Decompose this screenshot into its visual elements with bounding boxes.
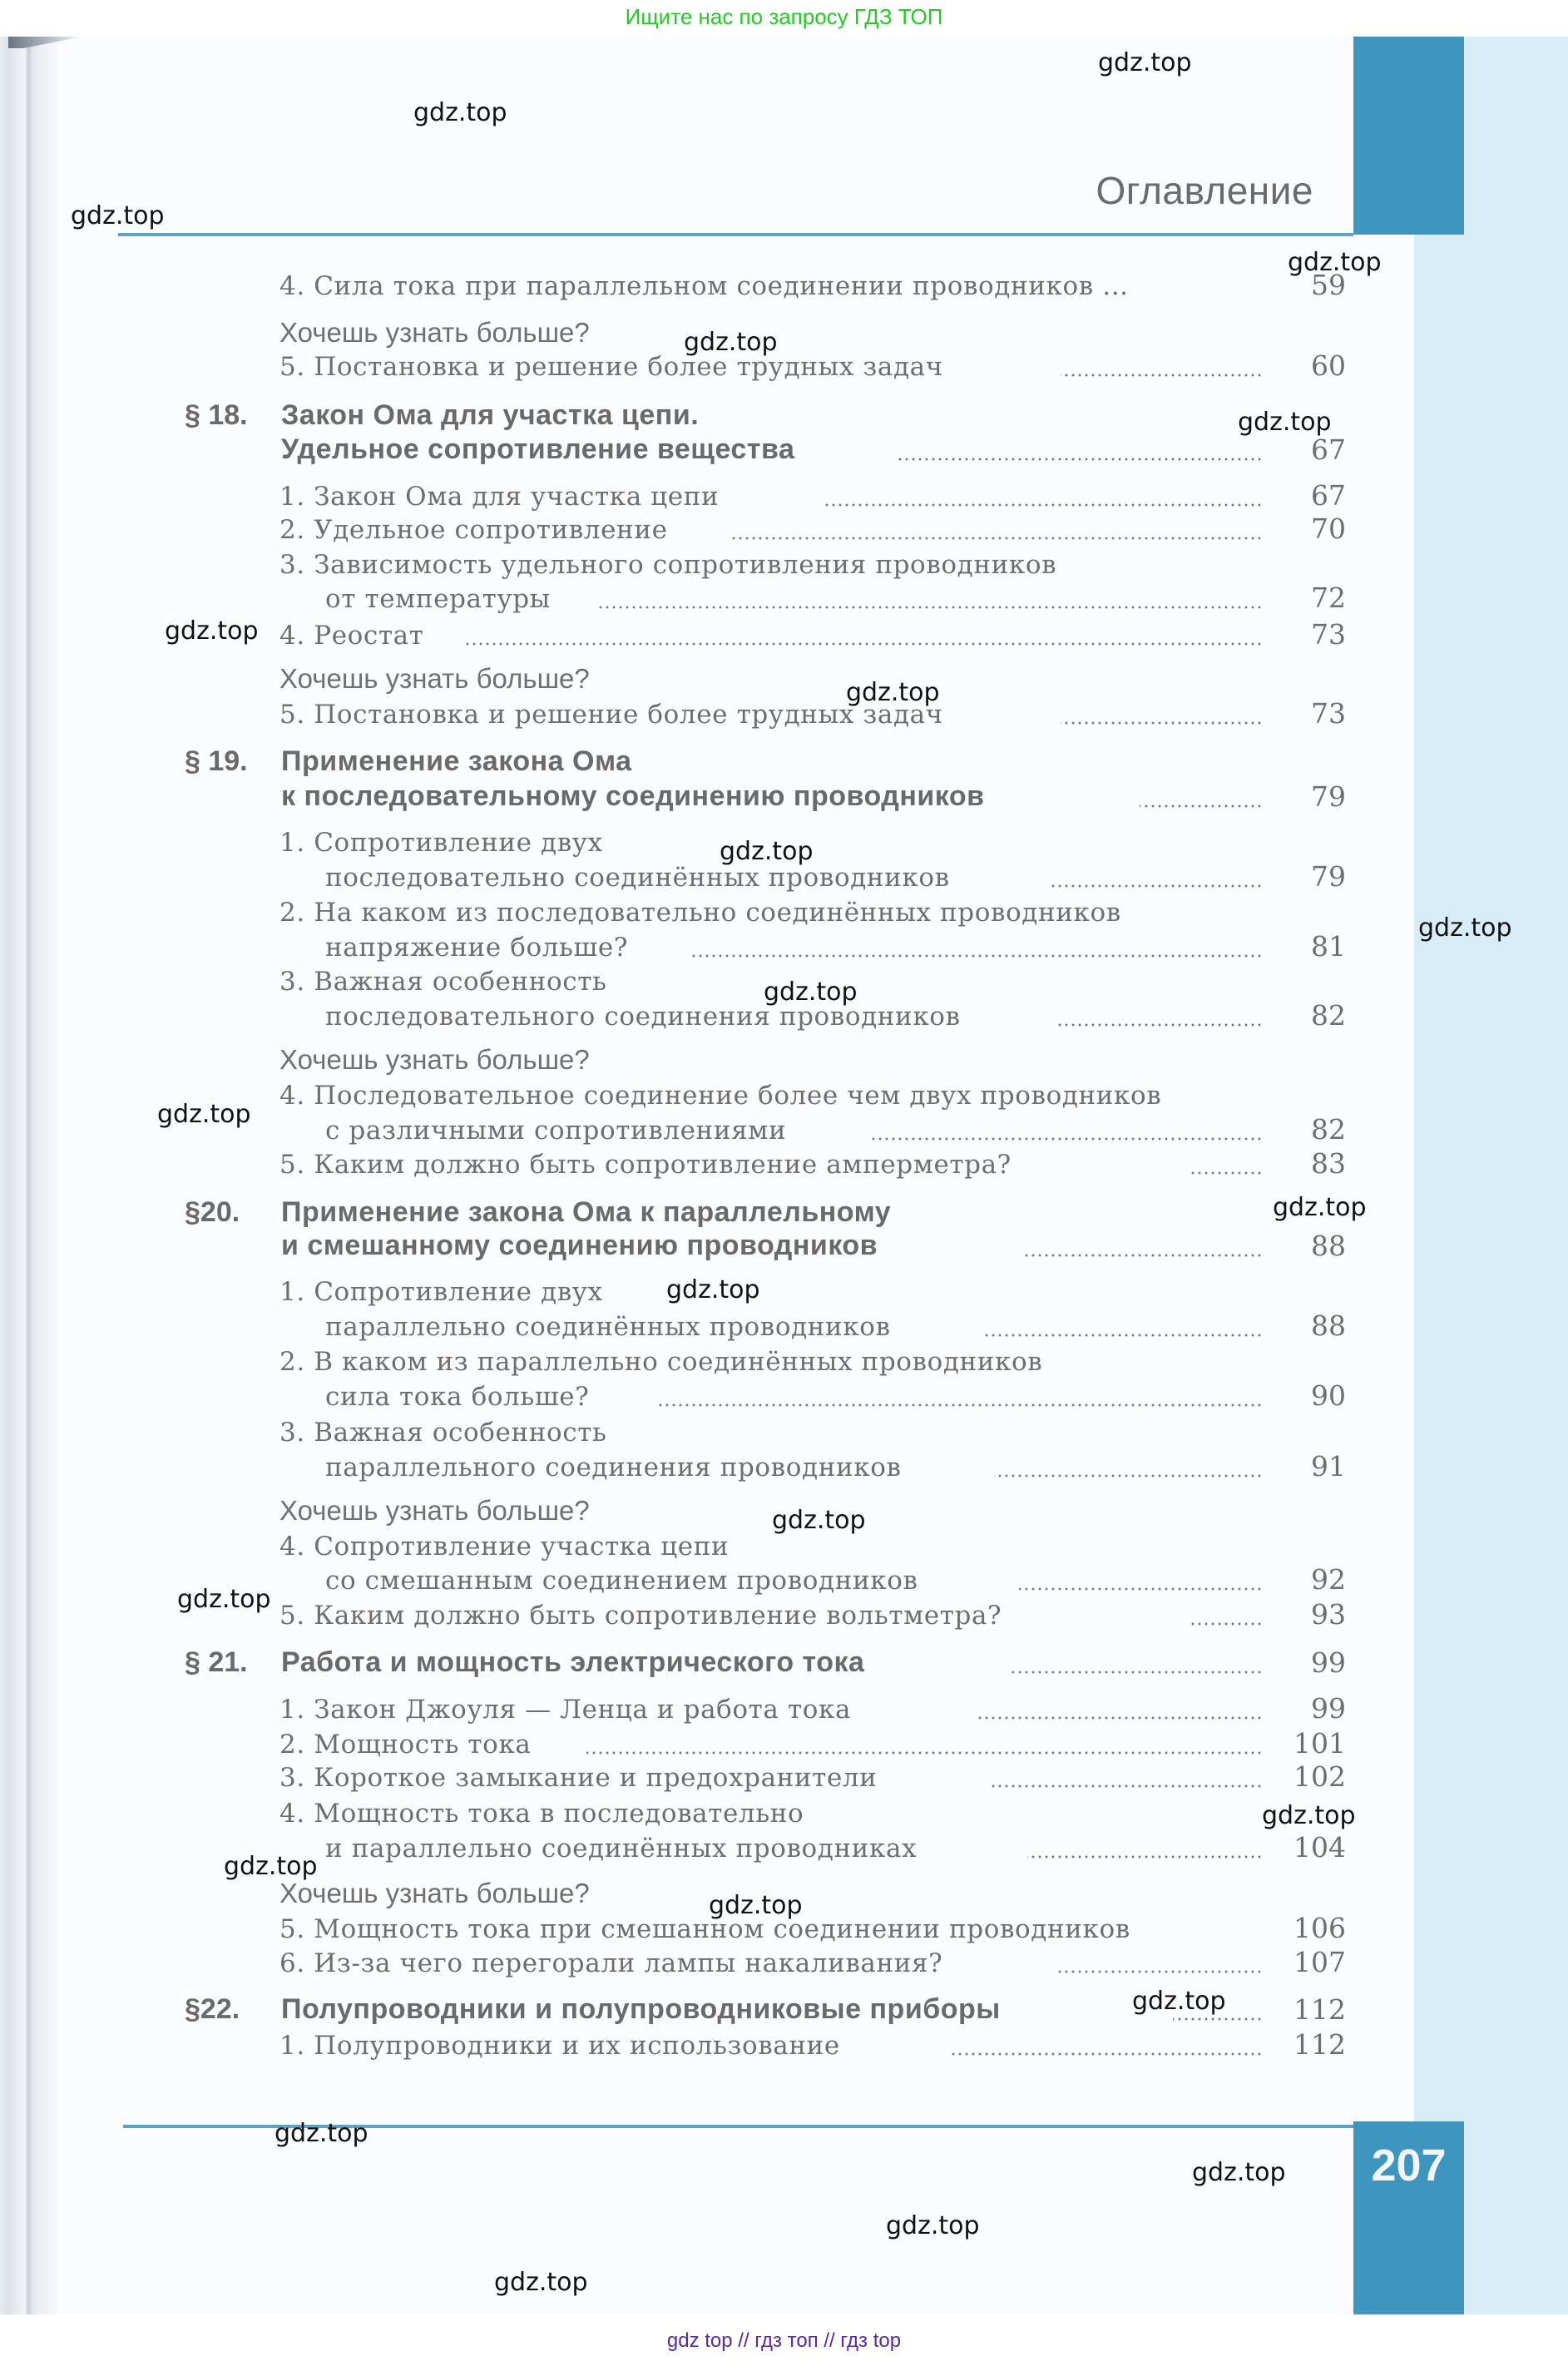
leader-dots <box>690 954 1263 958</box>
toc-item[interactable] <box>0 1532 1568 1565</box>
toc-item-label: 5. Постановка и решение более трудных задач <box>279 352 943 382</box>
toc-item-label: 2. На каком из последовательно соединённых проводников <box>279 898 1121 928</box>
toc-item-label: параллельного соединения проводников <box>325 1453 902 1482</box>
leader-dots <box>732 537 1263 540</box>
watermark: gdz.top <box>1132 1987 1226 2016</box>
watermark: gdz.top <box>71 201 165 230</box>
watermark: gdz.top <box>684 328 778 357</box>
watermark: gdz.top <box>846 678 940 707</box>
toc-item-cont[interactable] <box>0 860 1568 896</box>
toc-more[interactable] <box>0 1046 1568 1079</box>
leader-dots <box>1061 721 1263 725</box>
watermark: gdz.top <box>1238 408 1332 437</box>
section-title: Применение закона Ома к параллельному <box>281 1196 892 1228</box>
watermark: gdz.top <box>772 1506 866 1535</box>
watermark: gdz.top <box>1098 48 1192 77</box>
toc-item-label: с различными сопротивлениями <box>325 1116 787 1146</box>
leader-dots <box>994 1474 1263 1478</box>
toc-item-cont[interactable] <box>0 999 1568 1035</box>
section-page: 88 <box>1311 1230 1346 1262</box>
leader-dots <box>1011 1671 1263 1674</box>
toc-item-page: 107 <box>1293 1946 1346 1978</box>
watermark: gdz.top <box>165 616 259 646</box>
toc-item-label: 2. В каком из параллельно соединённых проводников <box>279 1347 1043 1377</box>
toc-item-label: сила тока больше? <box>325 1382 590 1412</box>
toc-item-page: 88 <box>1311 1309 1346 1342</box>
section-mark: §22. <box>185 1993 240 2025</box>
toc-item[interactable] <box>0 1418 1568 1451</box>
toc-item-page: 99 <box>1311 1692 1346 1725</box>
section-title: Удельное сопротивление вещества <box>281 433 795 465</box>
leader-dots <box>1019 1587 1263 1591</box>
watermark: gdz.top <box>157 1100 251 1129</box>
toc-item-label: 3. Зависимость удельного сопротивления проводников <box>279 550 1057 580</box>
page-number: 207 <box>1371 2141 1447 2190</box>
watermark: gdz.top <box>1192 2158 1286 2187</box>
toc-item-page: 82 <box>1311 999 1346 1032</box>
toc-item-cont[interactable] <box>0 584 1568 617</box>
leader-dots <box>898 458 1263 461</box>
leader-dots <box>466 642 1263 646</box>
section-page: 112 <box>1293 1993 1346 2026</box>
leader-dots <box>977 1716 1263 1720</box>
section-title: к последовательному соединению проводников <box>281 780 985 812</box>
watermark: gdz.top <box>224 1852 318 1881</box>
section-mark: §20. <box>185 1196 240 1228</box>
toc-item-page: 79 <box>1311 860 1346 893</box>
section-mark: § 19. <box>185 745 248 777</box>
more-label: Хочешь узнать больше? <box>279 317 590 348</box>
toc-item-label: 3. Важная особенность <box>279 967 607 997</box>
toc-item-page: 83 <box>1311 1147 1346 1180</box>
more-label: Хочешь узнать больше? <box>279 1495 590 1526</box>
toc-item-page: 70 <box>1311 512 1346 545</box>
section-heading-19[interactable] <box>0 745 1568 781</box>
watermark: gdz.top <box>275 2119 369 2148</box>
toc-item-label: напряжение больше? <box>325 933 629 963</box>
section-heading-21[interactable] <box>0 1646 1568 1682</box>
toc-item-label: 5. Каким должно быть сопротивление амперметра? <box>279 1150 1012 1180</box>
section-heading-18[interactable] <box>0 399 1568 435</box>
toc-item-label: 4. Реостат <box>279 621 424 651</box>
top-banner[interactable]: Ищите нас по запросу ГДЗ ТОП <box>625 4 943 29</box>
toc-item-label: 6. Из-за чего перегорали лампы накаливания? <box>279 1948 943 1978</box>
toc-item[interactable] <box>0 2028 1568 2064</box>
leader-dots <box>948 2052 1263 2056</box>
leader-dots <box>824 503 1263 507</box>
leader-dots <box>1023 1254 1263 1257</box>
toc-item-cont[interactable] <box>0 1379 1568 1415</box>
leader-dots <box>599 606 1263 609</box>
section-heading-20-cont[interactable] <box>0 1232 1568 1265</box>
more-label: Хочешь узнать больше? <box>279 1044 590 1075</box>
toc-item-label: 1. Полупроводники и их использование <box>279 2031 840 2061</box>
toc-item-label: 5. Мощность тока при смешанном соединении проводников <box>279 1914 1130 1944</box>
toc-item-page: 73 <box>1311 618 1346 651</box>
leader-dots <box>1056 1970 1263 1973</box>
toc-item-label: 1. Сопротивление двух <box>279 1277 603 1307</box>
toc-item-label: от температуры <box>325 584 551 614</box>
section-title: Применение закона Ома <box>281 745 632 777</box>
toc-item-label: 1. Закон Джоуля — Ленца и работа тока <box>279 1695 852 1725</box>
toc-item-page: 73 <box>1311 697 1346 730</box>
more-label: Хочешь узнать больше? <box>279 663 590 694</box>
watermark: gdz.top <box>709 1891 803 1920</box>
section-page: 79 <box>1311 780 1346 813</box>
toc-item-label: 3. Короткое замыкание и предохранители <box>279 1763 878 1793</box>
toc-item-page: 90 <box>1311 1379 1346 1412</box>
toc-item-label: 3. Важная особенность <box>279 1418 607 1448</box>
section-page: 99 <box>1311 1646 1346 1679</box>
section-heading-18-cont[interactable] <box>0 433 1568 469</box>
toc-item[interactable] <box>0 1727 1568 1763</box>
page-title: Оглавление <box>1096 169 1313 212</box>
toc-item[interactable] <box>0 1692 1568 1728</box>
toc-item-label: 1. Закон Ома для участка цепи <box>279 482 720 512</box>
section-title: Полупроводники и полупроводниковые приборы <box>281 1993 1001 2025</box>
toc-item-page: 60 <box>1311 349 1346 382</box>
leader-dots <box>1056 1023 1263 1027</box>
toc-item-label: последовательного соединения проводников <box>325 1002 961 1032</box>
toc-more[interactable] <box>0 665 1568 698</box>
toc-item-page: 92 <box>1311 1563 1346 1596</box>
leader-dots <box>1190 1622 1263 1626</box>
leader-dots <box>657 1403 1263 1407</box>
toc-item-page: 101 <box>1293 1727 1346 1760</box>
toc-item-page: 72 <box>1311 582 1346 614</box>
leader-dots <box>1048 884 1263 888</box>
toc-item-page: 59 <box>1311 269 1346 301</box>
toc-item-label: параллельно соединённых проводников <box>325 1312 891 1342</box>
watermark: gdz.top <box>764 978 858 1007</box>
toc-item-label: последовательно соединённых проводников <box>325 863 950 893</box>
watermark: gdz.top <box>666 1275 760 1304</box>
toc-item[interactable] <box>0 1277 1568 1310</box>
section-title: Работа и мощность электрического тока <box>281 1646 865 1678</box>
toc-item[interactable] <box>0 1147 1568 1183</box>
watermark: gdz.top <box>494 2268 588 2297</box>
toc-item-label: 5. Постановка и решение более трудных задач <box>279 700 943 730</box>
toc-more[interactable] <box>0 319 1568 352</box>
watermark: gdz.top <box>1288 248 1382 277</box>
leader-dots <box>586 1751 1263 1755</box>
toc-item-page: 81 <box>1311 930 1346 963</box>
toc-item[interactable] <box>0 479 1568 515</box>
toc-item-label: 4. Сопротивление участка цепи <box>279 1532 730 1562</box>
toc-item-page: 91 <box>1311 1450 1346 1482</box>
toc-item[interactable] <box>0 550 1568 583</box>
more-label: Хочешь узнать больше? <box>279 1878 590 1908</box>
watermark: gdz.top <box>177 1585 271 1614</box>
leader-dots <box>1061 374 1263 377</box>
leader-dots <box>1190 1171 1263 1175</box>
toc-item[interactable] <box>0 1760 1568 1796</box>
toc-item[interactable] <box>0 1948 1568 1982</box>
toc-item-cont[interactable] <box>0 1309 1568 1345</box>
toc-item[interactable] <box>0 349 1568 385</box>
toc-item-page: 112 <box>1293 2028 1346 2061</box>
section-title: Закон Ома для участка цепи. <box>281 399 700 431</box>
toc-item[interactable] <box>0 1347 1568 1380</box>
section-title: и смешанному соединению проводников <box>281 1230 878 1261</box>
toc-item-page: 82 <box>1311 1113 1346 1146</box>
toc-item-label: 2. Мощность тока <box>279 1730 532 1760</box>
toc-item-page: 93 <box>1311 1598 1346 1631</box>
watermark: gdz.top <box>1418 913 1512 943</box>
leader-dots <box>1140 804 1263 808</box>
toc-item-page: 104 <box>1293 1831 1346 1864</box>
section-mark: § 18. <box>185 399 248 431</box>
watermark: gdz.top <box>720 837 814 866</box>
watermark: gdz.top <box>1273 1193 1367 1222</box>
toc-item[interactable] <box>0 697 1568 733</box>
watermark: gdz.top <box>413 98 507 127</box>
toc-item-page: 102 <box>1293 1760 1346 1793</box>
leader-dots <box>990 1784 1263 1788</box>
section-page: 67 <box>1311 433 1346 466</box>
section-heading-22[interactable] <box>0 1993 1568 2029</box>
watermark: gdz.top <box>1262 1801 1356 1830</box>
toc-item-label: 1. Сопротивление двух <box>279 828 603 858</box>
toc-item-label: 5. Каким должно быть сопротивление вольтметра? <box>279 1601 1002 1631</box>
toc-item-cont[interactable] <box>0 930 1568 966</box>
toc-item-label: 4. Сила тока при параллельном соединении проводников ... <box>279 271 1129 301</box>
toc-item[interactable] <box>0 898 1568 931</box>
toc-item-label: и параллельно соединённых проводниках <box>325 1834 918 1864</box>
toc-item[interactable] <box>0 512 1568 548</box>
section-mark: § 21. <box>185 1646 248 1678</box>
leader-dots <box>1173 2017 1263 2021</box>
toc-item-label: 2. Удельное сопротивление <box>279 515 668 545</box>
section-heading-19-cont[interactable] <box>0 780 1568 816</box>
leader-dots <box>869 1137 1263 1141</box>
toc-item-cont[interactable] <box>0 1450 1568 1486</box>
toc-item-label: 4. Последовательное соединение более чем двух проводников <box>279 1081 1162 1111</box>
leader-dots <box>1027 1855 1263 1859</box>
toc-item-label: со смешанным соединением проводников <box>325 1566 918 1596</box>
bottom-banner[interactable]: gdz top // гдз топ // гдз top <box>666 2329 902 2352</box>
leader-dots <box>982 1334 1263 1337</box>
watermark: gdz.top <box>886 2211 980 2240</box>
toc-item-page: 67 <box>1311 479 1346 512</box>
toc-item-label: 4. Мощность тока в последовательно <box>279 1799 804 1829</box>
toc-item-page: 106 <box>1293 1912 1346 1944</box>
